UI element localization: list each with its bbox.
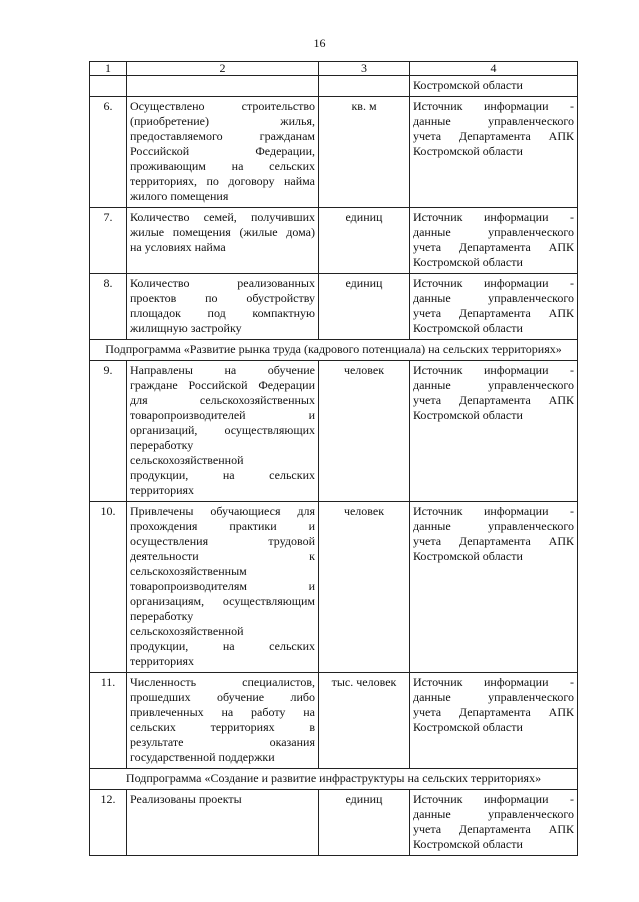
description-line: прохождения практики и (130, 519, 315, 533)
source-line: учета Департамента АПК (413, 306, 574, 320)
source-line: данные управленческого (413, 519, 574, 533)
description-line: жилищную застройку (130, 321, 242, 335)
source-line: учета Департамента АПК (413, 534, 574, 548)
source-line: учета Департамента АПК (413, 129, 574, 143)
description-line: для сельскохозяйственных (130, 393, 315, 407)
description-line: проектов по обустройству (130, 291, 315, 305)
description-line: продукции, на сельских (130, 639, 315, 653)
source-line: Костромской области (413, 144, 523, 158)
table-row (90, 790, 578, 856)
source-line: учета Департамента АПК (413, 393, 574, 407)
description-line: граждане Российской Федерации (130, 378, 315, 392)
description-line: Количество семей, получивших (130, 210, 315, 224)
source-line: данные управленческого (413, 291, 574, 305)
subprogram-title: Подпрограмма «Развитие рынка труда (кадрового потенциала) на сельских территориях» (90, 340, 578, 361)
table-row (90, 97, 578, 208)
description-line: осуществления трудовой (130, 534, 315, 548)
row-number: 6. (90, 97, 127, 208)
unit-of-measure: человек (319, 361, 410, 502)
source-line: Источник информации - (413, 276, 574, 290)
table-row (90, 502, 578, 673)
table-row (90, 361, 578, 502)
section-row (90, 769, 578, 790)
page-number: 16 (313, 36, 326, 50)
description-line: переработку (130, 609, 194, 623)
description-line: проживающим на сельских (130, 159, 315, 173)
source-cell: Костромской области (410, 76, 578, 97)
description-line: сельскохозяйственным (130, 564, 247, 578)
description-line: Привлечены обучающиеся для (130, 504, 315, 518)
source-line: данные управленческого (413, 690, 574, 704)
table-row (90, 76, 578, 97)
description-line: сельских территориях в (130, 720, 315, 734)
subprogram-title: Подпрограмма «Создание и развитие инфраструктуры на сельских территориях» (90, 769, 578, 790)
indicator-description (127, 502, 319, 673)
table-header-row (90, 62, 578, 76)
description-line: Численность специалистов, (130, 675, 315, 689)
column-header: 4 (410, 62, 578, 76)
description-line: Направлены на обучение (130, 363, 315, 377)
column-header: 3 (319, 62, 410, 76)
unit-of-measure: единиц (319, 790, 410, 856)
unit-of-measure: человек (319, 502, 410, 673)
description-line: (приобретение) жилья, (130, 114, 315, 128)
description-line: жилые помещения (жилые дома) (130, 225, 315, 239)
row-number: 8. (90, 274, 127, 340)
table-row (90, 673, 578, 769)
source-line: Источник информации - (413, 792, 574, 806)
source-line: данные управленческого (413, 807, 574, 821)
source-line: Костромской области (413, 321, 523, 335)
description-line: организаций, осуществляющих (130, 423, 315, 437)
description-line: Количество реализованных (130, 276, 315, 290)
description-line: привлеченных на работу на (130, 705, 315, 719)
source-line: учета Департамента АПК (413, 822, 574, 836)
description-line: организациям, осуществляющим (130, 594, 315, 608)
description-line: продукции, на сельских (130, 468, 315, 482)
source-line: данные управленческого (413, 114, 574, 128)
description-line: Российской Федерации, (130, 144, 315, 158)
source-cell (410, 274, 578, 340)
source-line: Источник информации - (413, 99, 574, 113)
source-cell (410, 361, 578, 502)
source-line: данные управленческого (413, 378, 574, 392)
source-line: Источник информации - (413, 504, 574, 518)
indicator-description (127, 208, 319, 274)
source-line: Костромской области (413, 549, 523, 563)
description-line: товаропроизводителей и (130, 408, 315, 422)
description-line: площадок под компактную (130, 306, 315, 320)
table-row (90, 208, 578, 274)
table-row (90, 274, 578, 340)
source-line: Источник информации - (413, 210, 574, 224)
unit-of-measure: тыс. человек (319, 673, 410, 769)
source-cell (410, 97, 578, 208)
unit-of-measure: единиц (319, 208, 410, 274)
column-header: 1 (90, 62, 127, 76)
source-cell (410, 790, 578, 856)
indicator-description (127, 361, 319, 502)
source-line: Костромской области (413, 837, 523, 851)
source-line: Костромской области (413, 408, 523, 422)
source-line: данные управленческого (413, 225, 574, 239)
row-number: 10. (90, 502, 127, 673)
description-line: Реализованы проекты (130, 792, 242, 806)
source-line: учета Департамента АПК (413, 705, 574, 719)
row-number: 12. (90, 790, 127, 856)
description-line: сельскохозяйственной (130, 624, 244, 638)
indicators-table (89, 61, 578, 856)
source-line: Источник информации - (413, 675, 574, 689)
description-line: территориях (130, 654, 195, 668)
description-line: деятельности к (130, 549, 315, 563)
description-line: прошедших обучение либо (130, 690, 315, 704)
description-line: на условиях найма (130, 240, 226, 254)
row-number: 11. (90, 673, 127, 769)
unit-of-measure: кв. м (319, 97, 410, 208)
section-row (90, 340, 578, 361)
description-line: жилого помещения (130, 189, 229, 203)
source-cell (410, 208, 578, 274)
description-line: территориях (130, 483, 195, 497)
row-number: 9. (90, 361, 127, 502)
source-line: Костромской области (413, 255, 523, 269)
unit-of-measure: единиц (319, 274, 410, 340)
description-line: результате оказания (130, 735, 315, 749)
indicator-description (127, 790, 319, 856)
source-line: Костромской области (413, 720, 523, 734)
description-line: сельскохозяйственной (130, 453, 244, 467)
indicator-description (127, 97, 319, 208)
source-line: учета Департамента АПК (413, 240, 574, 254)
source-cell (410, 673, 578, 769)
source-line: Источник информации - (413, 363, 574, 377)
description-line: государственной поддержки (130, 750, 275, 764)
description-line: Осуществлено строительство (130, 99, 315, 113)
description-line: территориях, по договору найма (130, 174, 315, 188)
description-line: переработку (130, 438, 194, 452)
indicator-description (127, 274, 319, 340)
row-number: 7. (90, 208, 127, 274)
indicator-description (127, 673, 319, 769)
source-cell (410, 502, 578, 673)
description-line: товаропроизводителям и (130, 579, 315, 593)
column-header: 2 (127, 62, 319, 76)
description-line: предоставляемого гражданам (130, 129, 315, 143)
